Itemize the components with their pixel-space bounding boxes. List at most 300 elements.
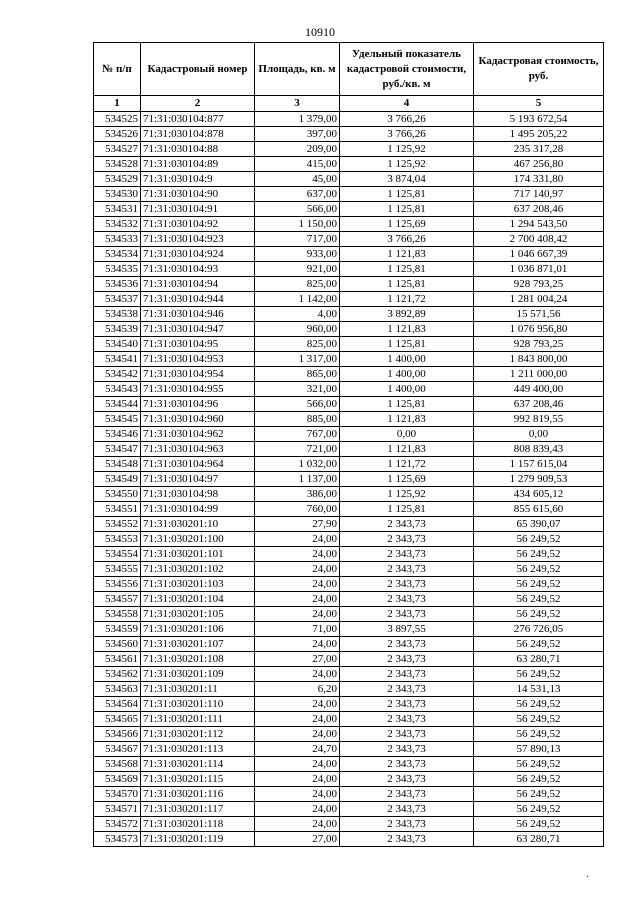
cadastral-number: 71:31:030104:944	[141, 292, 255, 307]
table-row	[94, 592, 604, 607]
cadastral-value: 15 571,56	[474, 307, 604, 322]
column-index: 3	[255, 96, 340, 112]
cadastral-value: 276 726,05	[474, 622, 604, 637]
specific-value: 3 892,89	[340, 307, 474, 322]
area-value: 24,00	[255, 592, 340, 607]
specific-value: 1 125,69	[340, 217, 474, 232]
row-number: 534559	[94, 622, 141, 637]
cadastral-number: 71:31:030201:107	[141, 637, 255, 652]
row-number: 534563	[94, 682, 141, 697]
cadastral-number: 71:31:030201:106	[141, 622, 255, 637]
header-row	[94, 43, 604, 96]
row-number: 534535	[94, 262, 141, 277]
table-row	[94, 742, 604, 757]
area-value: 397,00	[255, 127, 340, 142]
row-number: 534541	[94, 352, 141, 367]
row-number: 534538	[94, 307, 141, 322]
cadastral-number: 71:31:030104:960	[141, 412, 255, 427]
cadastral-number: 71:31:030104:877	[141, 112, 255, 127]
row-number: 534567	[94, 742, 141, 757]
specific-value: 2 343,73	[340, 547, 474, 562]
table-row	[94, 532, 604, 547]
area-value: 24,00	[255, 667, 340, 682]
specific-value: 1 400,00	[340, 367, 474, 382]
row-number: 534566	[94, 727, 141, 742]
area-value: 760,00	[255, 502, 340, 517]
specific-value: 2 343,73	[340, 532, 474, 547]
table-row	[94, 622, 604, 637]
table-row	[94, 652, 604, 667]
specific-value: 1 121,83	[340, 322, 474, 337]
row-number: 534573	[94, 832, 141, 847]
area-value: 24,00	[255, 577, 340, 592]
cadastral-value: 1 294 543,50	[474, 217, 604, 232]
row-number: 534571	[94, 802, 141, 817]
area-value: 386,00	[255, 487, 340, 502]
specific-value: 1 125,81	[340, 277, 474, 292]
row-number: 534560	[94, 637, 141, 652]
cadastral-number: 71:31:030201:100	[141, 532, 255, 547]
specific-value: 1 125,69	[340, 472, 474, 487]
specific-value: 2 343,73	[340, 607, 474, 622]
specific-value: 3 897,55	[340, 622, 474, 637]
cadastral-number: 71:31:030104:94	[141, 277, 255, 292]
specific-value: 1 125,92	[340, 142, 474, 157]
cadastral-number: 71:31:030104:962	[141, 427, 255, 442]
area-value: 921,00	[255, 262, 340, 277]
specific-value: 2 343,73	[340, 832, 474, 847]
area-value: 27,00	[255, 652, 340, 667]
area-value: 24,00	[255, 562, 340, 577]
specific-value: 1 400,00	[340, 382, 474, 397]
cadastral-number: 71:31:030201:111	[141, 712, 255, 727]
area-value: 721,00	[255, 442, 340, 457]
table-row	[94, 802, 604, 817]
table-row	[94, 427, 604, 442]
cadastral-value: 1 046 667,39	[474, 247, 604, 262]
cadastral-number: 71:31:030201:104	[141, 592, 255, 607]
specific-value: 1 125,81	[340, 187, 474, 202]
row-number: 534537	[94, 292, 141, 307]
specific-value: 2 343,73	[340, 787, 474, 802]
row-number: 534561	[94, 652, 141, 667]
cadastral-value: 56 249,52	[474, 547, 604, 562]
cadastral-number: 71:31:030104:88	[141, 142, 255, 157]
header-cadastral-value: Кадастровая стоимость, руб.	[474, 43, 604, 96]
specific-value: 2 343,73	[340, 712, 474, 727]
row-number: 534548	[94, 457, 141, 472]
area-value: 1 137,00	[255, 472, 340, 487]
cadastral-value: 63 280,71	[474, 832, 604, 847]
row-number: 534551	[94, 502, 141, 517]
row-number: 534572	[94, 817, 141, 832]
area-value: 1 379,00	[255, 112, 340, 127]
cadastral-number: 71:31:030201:101	[141, 547, 255, 562]
area-value: 24,00	[255, 772, 340, 787]
area-value: 45,00	[255, 172, 340, 187]
area-value: 825,00	[255, 277, 340, 292]
row-number: 534562	[94, 667, 141, 682]
cadastral-number: 71:31:030201:113	[141, 742, 255, 757]
row-number: 534525	[94, 112, 141, 127]
table-row	[94, 457, 604, 472]
row-number: 534570	[94, 787, 141, 802]
cadastral-value: 449 400,00	[474, 382, 604, 397]
cadastral-number: 71:31:030201:115	[141, 772, 255, 787]
row-number: 534556	[94, 577, 141, 592]
cadastral-number: 71:31:030104:946	[141, 307, 255, 322]
table-row	[94, 307, 604, 322]
cadastral-value: 1 076 956,80	[474, 322, 604, 337]
cadastral-number: 71:31:030104:99	[141, 502, 255, 517]
area-value: 24,00	[255, 787, 340, 802]
specific-value: 2 343,73	[340, 667, 474, 682]
cadastral-value: 1 279 909,53	[474, 472, 604, 487]
table-row	[94, 262, 604, 277]
table-row	[94, 157, 604, 172]
row-number: 534564	[94, 697, 141, 712]
table-row	[94, 397, 604, 412]
cadastral-value: 855 615,60	[474, 502, 604, 517]
area-value: 6,20	[255, 682, 340, 697]
specific-value: 1 121,83	[340, 442, 474, 457]
specific-value: 2 343,73	[340, 697, 474, 712]
specific-value: 1 121,72	[340, 292, 474, 307]
area-value: 24,00	[255, 532, 340, 547]
table-row	[94, 112, 604, 127]
area-value: 24,00	[255, 817, 340, 832]
cadastral-value: 637 208,46	[474, 202, 604, 217]
specific-value: 0,00	[340, 427, 474, 442]
specific-value: 2 343,73	[340, 682, 474, 697]
area-value: 933,00	[255, 247, 340, 262]
table-row	[94, 517, 604, 532]
cadastral-number: 71:31:030201:116	[141, 787, 255, 802]
cadastral-number: 71:31:030104:91	[141, 202, 255, 217]
cadastral-number: 71:31:030201:117	[141, 802, 255, 817]
column-index: 5	[474, 96, 604, 112]
row-number: 534533	[94, 232, 141, 247]
specific-value: 2 343,73	[340, 802, 474, 817]
cadastral-number: 71:31:030104:923	[141, 232, 255, 247]
cadastral-number: 71:31:030104:963	[141, 442, 255, 457]
table-row	[94, 832, 604, 847]
cadastral-number: 71:31:030104:947	[141, 322, 255, 337]
area-value: 24,00	[255, 697, 340, 712]
cadastral-value: 56 249,52	[474, 757, 604, 772]
cadastral-value: 56 249,52	[474, 532, 604, 547]
row-number: 534557	[94, 592, 141, 607]
cadastral-value: 1 281 004,24	[474, 292, 604, 307]
table-row	[94, 562, 604, 577]
specific-value: 2 343,73	[340, 637, 474, 652]
cadastral-number: 71:31:030201:110	[141, 697, 255, 712]
row-number: 534543	[94, 382, 141, 397]
cadastral-value: 717 140,97	[474, 187, 604, 202]
row-number: 534555	[94, 562, 141, 577]
table-row	[94, 367, 604, 382]
specific-value: 3 766,26	[340, 112, 474, 127]
row-number: 534552	[94, 517, 141, 532]
specific-value: 2 343,73	[340, 817, 474, 832]
area-value: 566,00	[255, 397, 340, 412]
cadastral-value: 56 249,52	[474, 712, 604, 727]
area-value: 1 150,00	[255, 217, 340, 232]
row-number: 534536	[94, 277, 141, 292]
cadastral-number: 71:31:030104:954	[141, 367, 255, 382]
cadastral-number: 71:31:030104:955	[141, 382, 255, 397]
cadastral-value: 235 317,28	[474, 142, 604, 157]
cadastral-value: 174 331,80	[474, 172, 604, 187]
cadastral-number: 71:31:030104:89	[141, 157, 255, 172]
area-value: 24,70	[255, 742, 340, 757]
table-row	[94, 187, 604, 202]
row-number: 534554	[94, 547, 141, 562]
column-index-row	[94, 96, 604, 112]
cadastral-value: 56 249,52	[474, 817, 604, 832]
area-value: 960,00	[255, 322, 340, 337]
header-cadastral-number: Кадастровый номер	[141, 43, 255, 96]
row-number: 534540	[94, 337, 141, 352]
cadastral-number: 71:31:030201:11	[141, 682, 255, 697]
cadastral-value: 56 249,52	[474, 727, 604, 742]
area-value: 1 317,00	[255, 352, 340, 367]
area-value: 71,00	[255, 622, 340, 637]
page-mark: ·	[586, 872, 590, 883]
row-number: 534550	[94, 487, 141, 502]
cadastral-value: 56 249,52	[474, 577, 604, 592]
cadastral-value: 0,00	[474, 427, 604, 442]
cadastral-number: 71:31:030104:9	[141, 172, 255, 187]
row-number: 534553	[94, 532, 141, 547]
area-value: 321,00	[255, 382, 340, 397]
specific-value: 1 400,00	[340, 352, 474, 367]
table-row	[94, 352, 604, 367]
cadastral-number: 71:31:030201:114	[141, 757, 255, 772]
table-row	[94, 382, 604, 397]
header-specific-value: Удельный показатель кадастровой стоимости, руб./кв. м	[340, 43, 474, 96]
cadastral-value: 56 249,52	[474, 772, 604, 787]
table-row	[94, 472, 604, 487]
specific-value: 2 343,73	[340, 562, 474, 577]
cadastral-value: 434 605,12	[474, 487, 604, 502]
row-number: 534526	[94, 127, 141, 142]
row-number: 534544	[94, 397, 141, 412]
specific-value: 1 125,92	[340, 157, 474, 172]
header-number: № п/п	[94, 43, 141, 96]
cadastral-value: 637 208,46	[474, 397, 604, 412]
row-number: 534527	[94, 142, 141, 157]
row-number: 534534	[94, 247, 141, 262]
cadastral-value: 1 157 615,04	[474, 457, 604, 472]
table-row	[94, 817, 604, 832]
table-row	[94, 577, 604, 592]
specific-value: 1 121,83	[340, 412, 474, 427]
cadastral-value: 1 495 205,22	[474, 127, 604, 142]
row-number: 534539	[94, 322, 141, 337]
cadastral-number: 71:31:030201:112	[141, 727, 255, 742]
specific-value: 2 343,73	[340, 652, 474, 667]
table-row	[94, 637, 604, 652]
table-row	[94, 787, 604, 802]
table-row	[94, 727, 604, 742]
table-row	[94, 292, 604, 307]
table-row	[94, 202, 604, 217]
cadastral-value: 65 390,07	[474, 517, 604, 532]
specific-value: 1 125,81	[340, 502, 474, 517]
table-row	[94, 337, 604, 352]
specific-value: 2 343,73	[340, 592, 474, 607]
cadastral-number: 71:31:030104:93	[141, 262, 255, 277]
table-body	[94, 112, 604, 847]
table-row	[94, 277, 604, 292]
specific-value: 2 343,73	[340, 577, 474, 592]
row-number: 534529	[94, 172, 141, 187]
table-row	[94, 172, 604, 187]
area-value: 24,00	[255, 637, 340, 652]
column-index: 4	[340, 96, 474, 112]
cadastral-value: 992 819,55	[474, 412, 604, 427]
table-row	[94, 247, 604, 262]
specific-value: 3 766,26	[340, 232, 474, 247]
area-value: 24,00	[255, 712, 340, 727]
cadastral-value: 928 793,25	[474, 337, 604, 352]
row-number: 534545	[94, 412, 141, 427]
row-number: 534528	[94, 157, 141, 172]
cadastral-number: 71:31:030104:96	[141, 397, 255, 412]
table-row	[94, 712, 604, 727]
cadastral-value: 56 249,52	[474, 787, 604, 802]
cadastral-number: 71:31:030201:105	[141, 607, 255, 622]
cadastral-value: 928 793,25	[474, 277, 604, 292]
cadastral-value: 56 249,52	[474, 802, 604, 817]
area-value: 4,00	[255, 307, 340, 322]
cadastral-value: 56 249,52	[474, 562, 604, 577]
table-row	[94, 667, 604, 682]
header-area: Площадь, кв. м	[255, 43, 340, 96]
area-value: 415,00	[255, 157, 340, 172]
cadastral-value: 467 256,80	[474, 157, 604, 172]
table-row	[94, 217, 604, 232]
cadastral-value: 5 193 672,54	[474, 112, 604, 127]
cadastral-number: 71:31:030104:924	[141, 247, 255, 262]
cadastral-table	[93, 42, 604, 847]
cadastral-number: 71:31:030104:98	[141, 487, 255, 502]
cadastral-value: 1 211 000,00	[474, 367, 604, 382]
row-number: 534546	[94, 427, 141, 442]
cadastral-number: 71:31:030201:109	[141, 667, 255, 682]
table-row	[94, 607, 604, 622]
area-value: 24,00	[255, 547, 340, 562]
cadastral-value: 56 249,52	[474, 697, 604, 712]
row-number: 534531	[94, 202, 141, 217]
area-value: 24,00	[255, 607, 340, 622]
cadastral-number: 71:31:030201:119	[141, 832, 255, 847]
area-value: 767,00	[255, 427, 340, 442]
cadastral-number: 71:31:030104:878	[141, 127, 255, 142]
area-value: 1 142,00	[255, 292, 340, 307]
specific-value: 2 343,73	[340, 757, 474, 772]
cadastral-value: 56 249,52	[474, 607, 604, 622]
area-value: 1 032,00	[255, 457, 340, 472]
row-number: 534565	[94, 712, 141, 727]
area-value: 637,00	[255, 187, 340, 202]
specific-value: 1 125,81	[340, 337, 474, 352]
specific-value: 1 125,81	[340, 202, 474, 217]
row-number: 534542	[94, 367, 141, 382]
specific-value: 2 343,73	[340, 772, 474, 787]
row-number: 534558	[94, 607, 141, 622]
table-row	[94, 547, 604, 562]
cadastral-number: 71:31:030201:10	[141, 517, 255, 532]
table-row	[94, 772, 604, 787]
specific-value: 1 125,92	[340, 487, 474, 502]
area-value: 24,00	[255, 757, 340, 772]
cadastral-value: 56 249,52	[474, 637, 604, 652]
cadastral-value: 1 036 871,01	[474, 262, 604, 277]
cadastral-number: 71:31:030104:97	[141, 472, 255, 487]
specific-value: 2 343,73	[340, 517, 474, 532]
cadastral-value: 1 843 800,00	[474, 352, 604, 367]
table-row	[94, 697, 604, 712]
cadastral-number: 71:31:030201:102	[141, 562, 255, 577]
area-value: 27,00	[255, 832, 340, 847]
cadastral-value: 56 249,52	[474, 667, 604, 682]
cadastral-value: 808 839,43	[474, 442, 604, 457]
table-row	[94, 487, 604, 502]
row-number: 534569	[94, 772, 141, 787]
row-number: 534549	[94, 472, 141, 487]
cadastral-number: 71:31:030201:118	[141, 817, 255, 832]
area-value: 885,00	[255, 412, 340, 427]
table-row	[94, 322, 604, 337]
cadastral-value: 14 531,13	[474, 682, 604, 697]
area-value: 209,00	[255, 142, 340, 157]
specific-value: 1 125,81	[340, 262, 474, 277]
specific-value: 1 125,81	[340, 397, 474, 412]
cadastral-value: 2 700 408,42	[474, 232, 604, 247]
column-index: 2	[141, 96, 255, 112]
cadastral-value: 57 890,13	[474, 742, 604, 757]
cadastral-number: 71:31:030104:95	[141, 337, 255, 352]
table-row	[94, 682, 604, 697]
table-row	[94, 127, 604, 142]
cadastral-value: 56 249,52	[474, 592, 604, 607]
table-row	[94, 757, 604, 772]
table-row	[94, 232, 604, 247]
row-number: 534532	[94, 217, 141, 232]
cadastral-number: 71:31:030104:964	[141, 457, 255, 472]
specific-value: 1 121,72	[340, 457, 474, 472]
page-number: 10910	[305, 25, 335, 39]
column-index: 1	[94, 96, 141, 112]
specific-value: 2 343,73	[340, 727, 474, 742]
row-number: 534568	[94, 757, 141, 772]
specific-value: 1 121,83	[340, 247, 474, 262]
specific-value: 3 766,26	[340, 127, 474, 142]
cadastral-value: 63 280,71	[474, 652, 604, 667]
table-row	[94, 442, 604, 457]
cadastral-number: 71:31:030104:92	[141, 217, 255, 232]
table-row	[94, 502, 604, 517]
table-row	[94, 412, 604, 427]
area-value: 717,00	[255, 232, 340, 247]
area-value: 24,00	[255, 802, 340, 817]
area-value: 566,00	[255, 202, 340, 217]
area-value: 24,00	[255, 727, 340, 742]
specific-value: 3 874,04	[340, 172, 474, 187]
row-number: 534530	[94, 187, 141, 202]
